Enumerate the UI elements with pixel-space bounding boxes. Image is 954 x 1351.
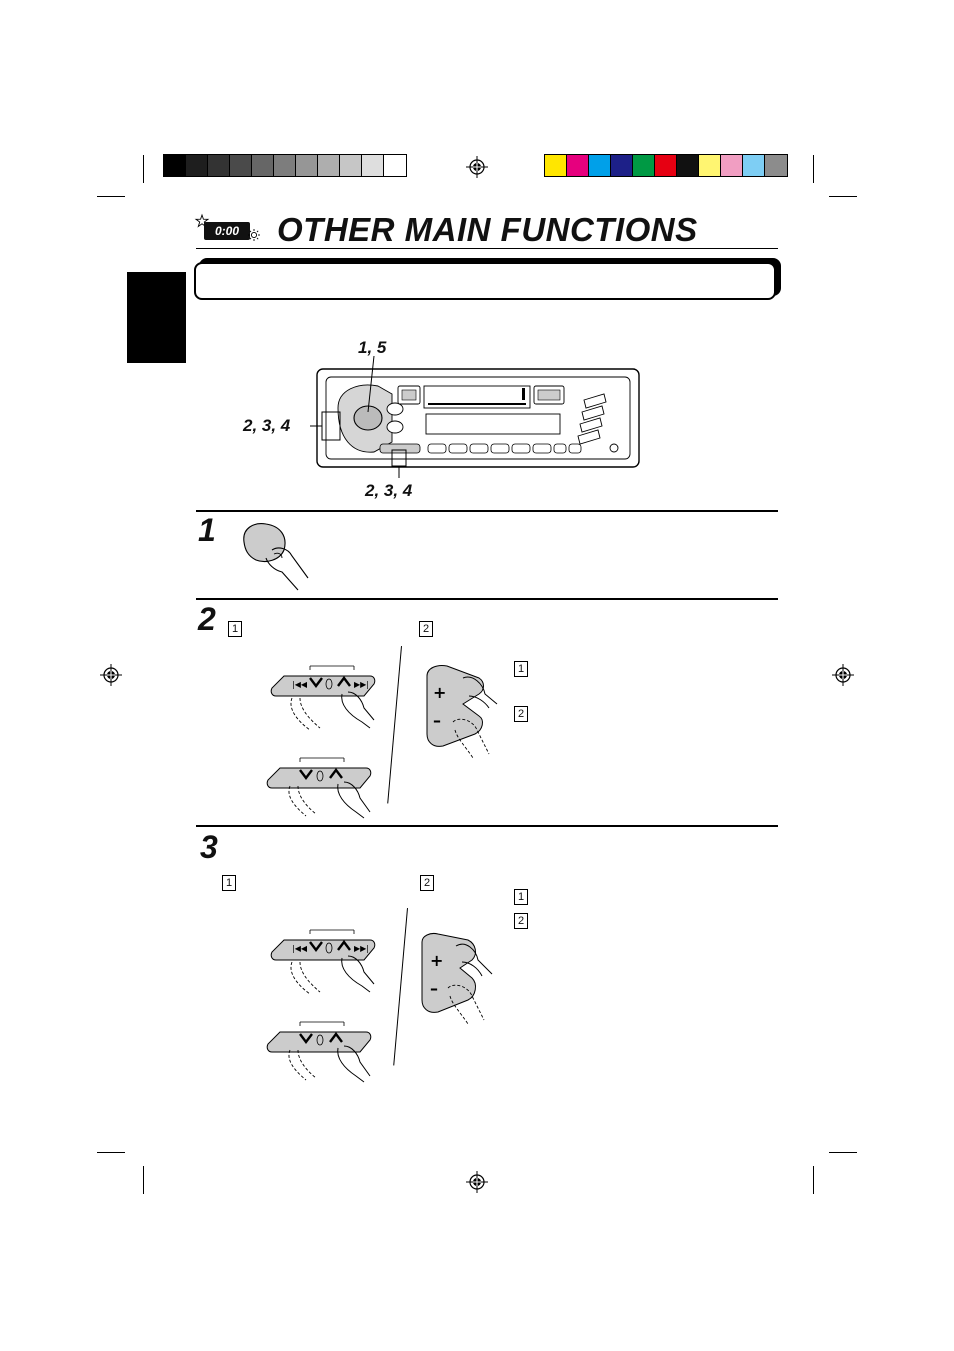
crop-mark xyxy=(97,1152,125,1153)
gray-swatch xyxy=(230,155,252,176)
tune-buttons-illustration xyxy=(266,756,376,818)
language-side-tab xyxy=(127,272,186,363)
color-swatch xyxy=(633,155,655,176)
sub-item-marker: 1 xyxy=(514,661,528,677)
gray-swatch xyxy=(384,155,406,176)
sub-step-marker: 2 xyxy=(420,875,434,891)
step-rule xyxy=(196,825,778,827)
crop-mark xyxy=(97,196,125,197)
color-swatch xyxy=(655,155,677,176)
sub-item-marker: 2 xyxy=(514,706,528,722)
car-stereo-diagram xyxy=(316,368,640,468)
crop-mark xyxy=(143,155,144,183)
step-number: 3 xyxy=(200,829,218,865)
callout-bottom: 2, 3, 4 xyxy=(365,481,413,500)
color-swatch xyxy=(699,155,721,176)
finger-press-button-icon xyxy=(236,520,316,592)
step-rule xyxy=(196,598,778,600)
svg-text:+: + xyxy=(433,683,447,702)
plus-minus-buttons-illustration xyxy=(420,932,500,1028)
color-swatch xyxy=(567,155,589,176)
sun-icon xyxy=(248,229,260,241)
seek-buttons-illustration xyxy=(270,928,380,998)
sub-item-marker: 1 xyxy=(514,889,528,905)
crosshair-target-icon xyxy=(466,1171,488,1193)
crosshair-target-icon xyxy=(466,156,488,178)
gray-swatch xyxy=(318,155,340,176)
svg-text:|◀◀: |◀◀ xyxy=(292,944,307,953)
color-swatch xyxy=(545,155,567,176)
divider-slash xyxy=(387,646,402,803)
svg-text:–: – xyxy=(430,979,438,998)
crop-mark xyxy=(143,1166,144,1194)
sub-step-marker: 1 xyxy=(222,875,236,891)
step-rule xyxy=(196,510,778,512)
gray-swatch xyxy=(252,155,274,176)
crop-mark xyxy=(813,1166,814,1194)
divider-slash xyxy=(393,908,408,1065)
color-swatch xyxy=(743,155,765,176)
page-title: OTHER MAIN FUNCTIONS xyxy=(277,211,698,248)
gray-swatch xyxy=(186,155,208,176)
svg-text:▶▶|: ▶▶| xyxy=(354,680,369,689)
callout-left: 2, 3, 4 xyxy=(243,416,291,435)
svg-text:|◀◀: |◀◀ xyxy=(292,680,307,689)
sub-step-marker: 1 xyxy=(228,621,242,637)
color-swatch xyxy=(721,155,743,176)
seek-buttons-illustration xyxy=(270,664,380,734)
gray-swatch xyxy=(296,155,318,176)
color-swatch xyxy=(611,155,633,176)
gray-swatch xyxy=(274,155,296,176)
gray-swatch xyxy=(208,155,230,176)
svg-text:–: – xyxy=(433,711,441,730)
color-swatch xyxy=(677,155,699,176)
crop-mark xyxy=(813,155,814,183)
crop-mark xyxy=(829,1152,857,1153)
crosshair-target-icon xyxy=(100,664,122,686)
step-number: 2 xyxy=(198,601,216,637)
color-swatch xyxy=(765,155,787,176)
title-rule xyxy=(196,248,778,249)
color-swatch xyxy=(589,155,611,176)
sub-item-marker: 2 xyxy=(514,913,528,929)
sub-step-marker: 2 xyxy=(419,621,433,637)
step-number: 1 xyxy=(198,512,216,548)
section-header-box xyxy=(194,262,776,300)
gray-swatch xyxy=(362,155,384,176)
clock-display-badge: 0:00 xyxy=(204,222,250,240)
svg-text:+: + xyxy=(430,951,444,970)
gray-swatch xyxy=(340,155,362,176)
color-calibration-bar xyxy=(544,154,788,177)
crosshair-target-icon xyxy=(832,664,854,686)
gray-swatch xyxy=(164,155,186,176)
gray-calibration-bar xyxy=(163,154,407,177)
callout-top: 1, 5 xyxy=(358,338,387,357)
plus-minus-buttons-illustration xyxy=(423,664,503,760)
svg-text:▶▶|: ▶▶| xyxy=(354,944,369,953)
crop-mark xyxy=(829,196,857,197)
tune-buttons-illustration xyxy=(266,1020,376,1082)
